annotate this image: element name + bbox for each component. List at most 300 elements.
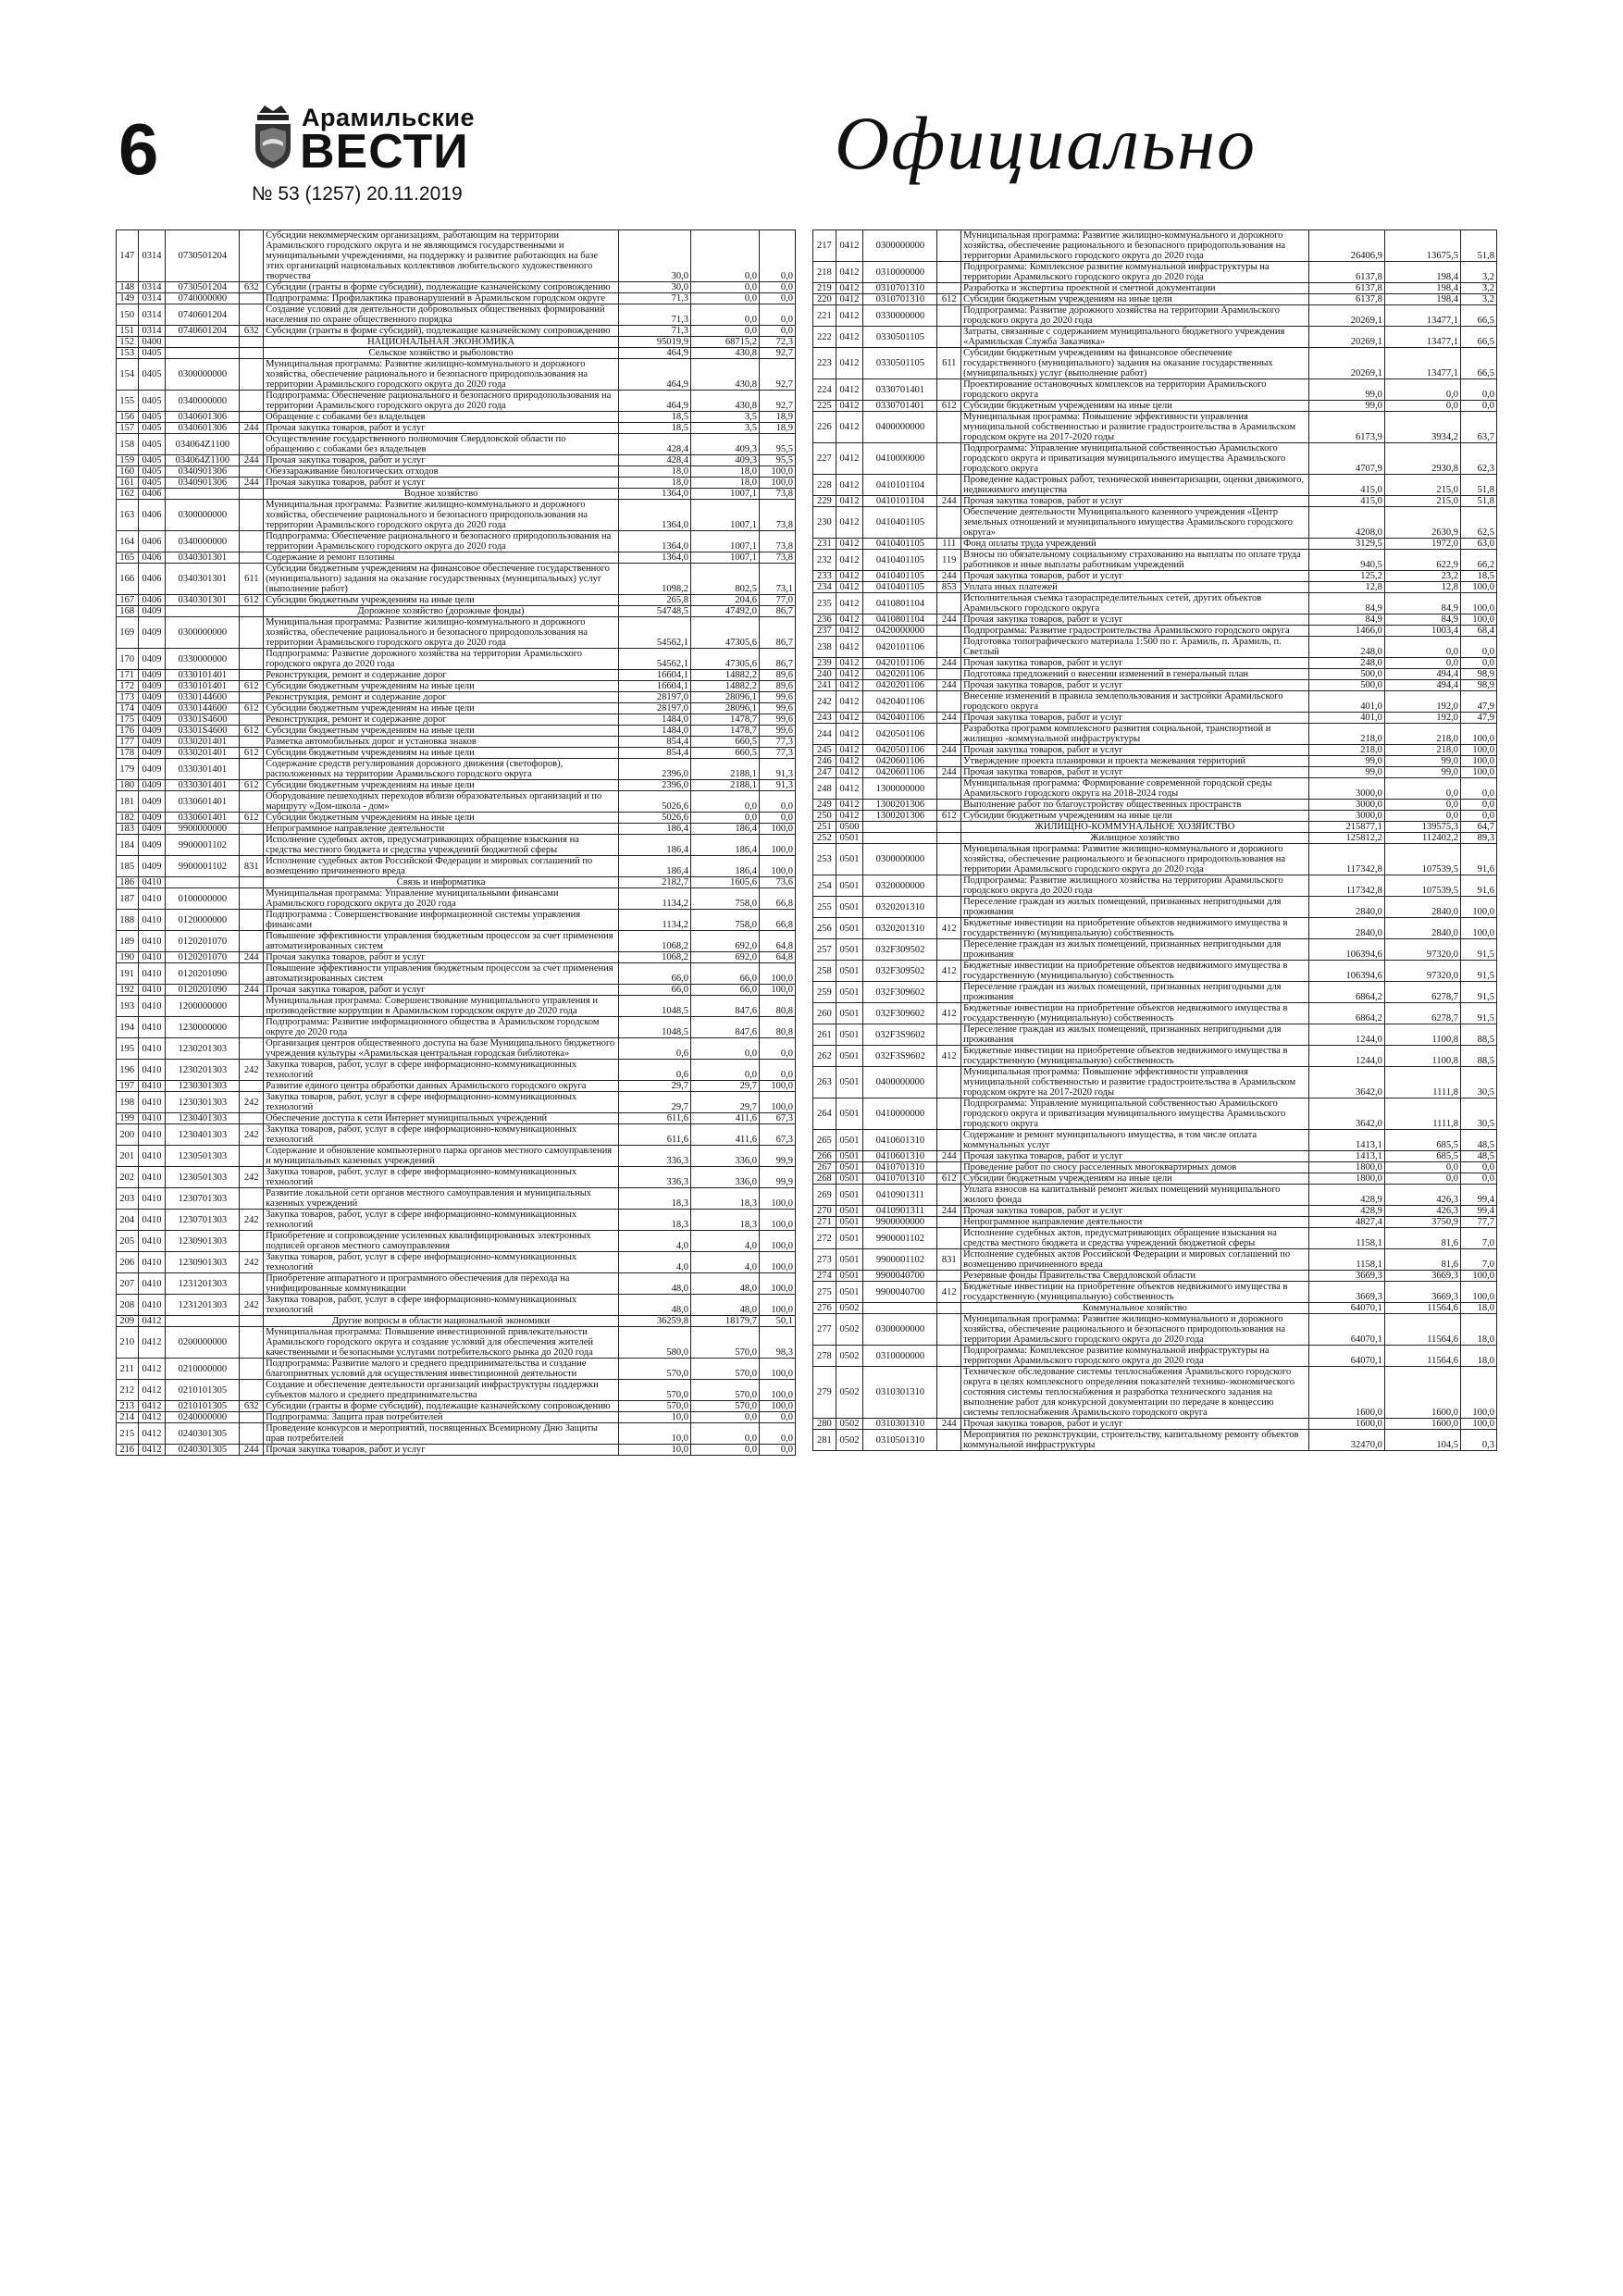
row-number: 238 — [813, 637, 836, 658]
section-code: 0409 — [138, 780, 166, 791]
row-number: 176 — [117, 726, 139, 737]
row-number: 264 — [813, 1098, 836, 1130]
execution-percent: 68,4 — [1460, 626, 1496, 637]
execution-percent: 99,6 — [759, 726, 795, 737]
planned-amount: 336,3 — [619, 1146, 691, 1167]
execution-percent: 99,9 — [759, 1167, 795, 1188]
target-article: 0210000000 — [166, 1359, 240, 1380]
table-row — [117, 1412, 796, 1423]
expense-type — [240, 606, 264, 617]
section-title: Официально — [834, 101, 1257, 185]
target-article: 0240301305 — [166, 1423, 240, 1445]
section-code: 0405 — [138, 455, 166, 466]
target-article: 0200000000 — [166, 1327, 240, 1359]
executed-amount: 84,9 — [1384, 614, 1460, 626]
execution-percent: 100,0 — [1460, 897, 1496, 918]
executed-amount: 11564,6 — [1384, 1346, 1460, 1367]
executed-amount: 18,0 — [691, 478, 760, 489]
execution-percent: 91,6 — [1460, 875, 1496, 897]
item-name: Резервные фонды Правительства Свердловской области — [961, 1271, 1309, 1282]
section-code: 0400 — [138, 337, 166, 348]
section-code: 0406 — [138, 552, 166, 564]
execution-percent: 89,6 — [759, 670, 795, 681]
expense-type — [937, 305, 961, 327]
section-code: 0406 — [138, 531, 166, 552]
section-code: 0412 — [836, 669, 863, 680]
planned-amount: 99,0 — [1308, 767, 1384, 778]
planned-amount: 1413,1 — [1308, 1151, 1384, 1162]
row-number: 193 — [117, 996, 139, 1017]
planned-amount: 30,0 — [619, 230, 691, 282]
planned-amount: 1413,1 — [1308, 1130, 1384, 1151]
execution-percent: 47,9 — [1460, 713, 1496, 724]
executed-amount: 112402,2 — [1384, 833, 1460, 844]
expense-type — [937, 637, 961, 658]
expense-type — [937, 1024, 961, 1046]
row-number: 255 — [813, 897, 836, 918]
table-row — [813, 230, 1497, 262]
table-row — [813, 550, 1497, 571]
target-article: 0330301401 — [166, 759, 240, 780]
section-code: 0501 — [836, 1046, 863, 1067]
execution-percent: 73,8 — [759, 489, 795, 500]
target-article: 032F3S9602 — [863, 1024, 937, 1046]
planned-amount: 20269,1 — [1308, 305, 1384, 327]
item-name: Прочая закупка товаров, работ и услуг — [961, 658, 1309, 669]
table-row — [117, 1252, 796, 1273]
row-number: 212 — [117, 1380, 139, 1401]
execution-percent: 100,0 — [1460, 582, 1496, 593]
item-name: Переселение граждан из жилых помещений, признанных непригодными для проживания — [961, 939, 1309, 961]
target-article — [166, 337, 240, 348]
executed-amount: 29,7 — [691, 1092, 760, 1113]
table-row — [813, 875, 1497, 897]
expense-type — [240, 552, 264, 564]
table-row — [117, 1295, 796, 1316]
executed-amount: 3934,2 — [1384, 412, 1460, 443]
planned-amount: 3669,3 — [1308, 1282, 1384, 1303]
item-name: Мероприятия по реконструкции, строительству, капитальному ремонту объектов коммунальной инфраструктуры — [961, 1430, 1309, 1451]
planned-amount: 1098,2 — [619, 564, 691, 595]
row-number: 271 — [813, 1217, 836, 1228]
item-name: Муниципальная программа: Развитие жилищно-коммунального и дорожного хозяйства, обеспечение рационального и безопасного природопользования на территории Арамильского городского округа до 2020 года — [264, 617, 619, 649]
executed-amount: 18179,7 — [691, 1316, 760, 1327]
planned-amount: 10,0 — [619, 1412, 691, 1423]
table-row — [117, 649, 796, 670]
planned-amount: 854,4 — [619, 748, 691, 759]
execution-percent: 0,0 — [1460, 379, 1496, 401]
target-article: 0330201401 — [166, 737, 240, 748]
planned-amount: 1068,2 — [619, 952, 691, 963]
planned-amount: 125812,2 — [1308, 833, 1384, 844]
item-name: Реконструкция, ремонт и содержание дорог — [264, 670, 619, 681]
expense-type: 412 — [937, 961, 961, 982]
executed-amount: 218,0 — [1384, 724, 1460, 745]
section-code: 0410 — [138, 1038, 166, 1060]
table-row — [117, 1092, 796, 1113]
planned-amount: 1364,0 — [619, 531, 691, 552]
execution-percent: 0,0 — [1460, 811, 1496, 822]
expense-type — [240, 466, 264, 478]
table-row — [117, 1380, 796, 1401]
expense-type: 612 — [240, 703, 264, 714]
item-name: Субсидии бюджетным учреждениям на иные цели — [264, 595, 619, 606]
execution-percent: 100,0 — [759, 478, 795, 489]
row-number: 172 — [117, 681, 139, 692]
target-article: 0340301301 — [166, 552, 240, 564]
section-code: 0501 — [836, 1282, 863, 1303]
planned-amount: 48,0 — [619, 1273, 691, 1295]
expense-type — [240, 1380, 264, 1401]
item-name: Бюджетные инвестиции на приобретение объектов недвижимого имущества в государственную (муниципальную) собственность — [961, 1282, 1309, 1303]
section-code: 0501 — [836, 875, 863, 897]
target-article — [166, 1316, 240, 1327]
execution-percent: 86,7 — [759, 606, 795, 617]
row-number: 200 — [117, 1124, 139, 1146]
expense-type — [240, 759, 264, 780]
executed-amount: 3669,3 — [1384, 1282, 1460, 1303]
item-name: Создание условий для деятельности добровольных общественных формирований населения по охране общественного порядка — [264, 304, 619, 326]
table-row — [117, 737, 796, 748]
target-article: 0330701401 — [863, 379, 937, 401]
item-name: Развитие единого центра обработки данных Арамильского городского округа — [264, 1081, 619, 1092]
target-article: 0420501106 — [863, 745, 937, 756]
item-name: Закупка товаров, работ, услуг в сфере информационно-коммуникационных технологий — [264, 1210, 619, 1231]
row-number: 261 — [813, 1024, 836, 1046]
newspaper-logo — [252, 104, 483, 178]
row-number: 168 — [117, 606, 139, 617]
section-code: 0410 — [138, 1167, 166, 1188]
section-code: 0412 — [836, 539, 863, 550]
expense-type — [240, 1316, 264, 1327]
planned-amount: 20269,1 — [1308, 327, 1384, 348]
item-name: Субсидии бюджетным учреждениям на иные цели — [264, 748, 619, 759]
execution-percent: 0,0 — [1460, 401, 1496, 412]
execution-percent: 99,6 — [759, 692, 795, 703]
executed-amount: 847,6 — [691, 996, 760, 1017]
target-article: 0330000000 — [863, 305, 937, 327]
table-row — [813, 1098, 1497, 1130]
target-article: 1230301303 — [166, 1081, 240, 1092]
item-name: Содержание и ремонт муниципального имущества, в том числе оплата коммунальных услуг — [961, 1130, 1309, 1151]
table-row — [813, 756, 1497, 767]
executed-amount: 186,4 — [691, 824, 760, 835]
row-number: 273 — [813, 1249, 836, 1271]
table-row — [813, 637, 1497, 658]
table-row — [117, 489, 796, 500]
expense-type — [937, 939, 961, 961]
executed-amount: 685,5 — [1384, 1130, 1460, 1151]
executed-amount: 1100,8 — [1384, 1024, 1460, 1046]
expense-type — [937, 724, 961, 745]
row-number: 217 — [813, 230, 836, 262]
section-code: 0501 — [836, 961, 863, 982]
target-article: 1230401303 — [166, 1113, 240, 1124]
table-row — [813, 1003, 1497, 1024]
execution-percent: 98,9 — [1460, 669, 1496, 680]
expense-type — [240, 1273, 264, 1295]
item-name: Создание и обеспечение деятельности организаций инфраструктуры поддержки субъектов малого и среднего предпринимательства — [264, 1380, 619, 1401]
table-row — [117, 952, 796, 963]
expense-type — [240, 791, 264, 813]
planned-amount: 265,8 — [619, 595, 691, 606]
planned-amount: 29,7 — [619, 1092, 691, 1113]
section-code: 0501 — [836, 1151, 863, 1162]
item-name: Проведение кадастровых работ, технической инвентаризации, оценки движимого, недвижимого имущества — [961, 475, 1309, 496]
planned-amount: 1048,5 — [619, 996, 691, 1017]
item-name: Исполнение судебных актов Российской Федерации и мировых соглашений по возмещению причиненного вреда — [264, 856, 619, 877]
target-article: 9900040700 — [863, 1271, 937, 1282]
target-article: 0400000000 — [863, 1067, 937, 1098]
table-row — [117, 856, 796, 877]
section-code: 0501 — [836, 918, 863, 939]
table-row — [813, 327, 1497, 348]
planned-amount: 28197,0 — [619, 692, 691, 703]
execution-percent: 18,9 — [759, 423, 795, 434]
expense-type — [937, 897, 961, 918]
planned-amount: 248,0 — [1308, 658, 1384, 669]
target-article — [166, 489, 240, 500]
executed-amount: 0,0 — [1384, 778, 1460, 800]
planned-amount: 117342,8 — [1308, 875, 1384, 897]
row-number: 276 — [813, 1303, 836, 1314]
item-name: Дорожное хозяйство (дорожные фонды) — [264, 606, 619, 617]
target-article — [166, 606, 240, 617]
execution-percent: 0,0 — [1460, 637, 1496, 658]
expense-type — [240, 910, 264, 931]
table-row — [117, 824, 796, 835]
executed-amount: 13477,1 — [1384, 305, 1460, 327]
planned-amount: 28197,0 — [619, 703, 691, 714]
row-number: 166 — [117, 564, 139, 595]
section-code: 0410 — [138, 931, 166, 952]
item-name: Субсидии бюджетным учреждениям на иные цели — [264, 780, 619, 791]
item-name: Муниципальная программа: Повышение эффективности управления муниципальной собственностью и развитие градостроительства в Арамильском городском округе на 2017-2020 годы — [961, 1067, 1309, 1098]
target-article: 1230701303 — [166, 1188, 240, 1210]
expense-type: 831 — [937, 1249, 961, 1271]
executed-amount: 494,4 — [1384, 680, 1460, 691]
execution-percent: 100,0 — [759, 1295, 795, 1316]
planned-amount: 580,0 — [619, 1327, 691, 1359]
row-number: 250 — [813, 811, 836, 822]
row-number: 278 — [813, 1346, 836, 1367]
planned-amount: 18,0 — [619, 478, 691, 489]
executed-amount: 411,6 — [691, 1113, 760, 1124]
row-number: 170 — [117, 649, 139, 670]
item-name: Переселение граждан из жилых помещений, признанных непригодными для проживания — [961, 897, 1309, 918]
item-name: Исполнительная съемка газораспределительных сетей, других объектов Арамильского городского округа — [961, 593, 1309, 614]
target-article: 1230401303 — [166, 1124, 240, 1146]
target-article: 9900001102 — [863, 1228, 937, 1249]
expense-type — [937, 1367, 961, 1419]
executed-amount: 186,4 — [691, 835, 760, 856]
expense-type — [240, 1113, 264, 1124]
row-number: 199 — [117, 1113, 139, 1124]
expense-type — [240, 649, 264, 670]
planned-amount: 12,8 — [1308, 582, 1384, 593]
planned-amount: 6137,8 — [1308, 283, 1384, 294]
executed-amount: 0,0 — [691, 282, 760, 293]
executed-amount: 1007,1 — [691, 500, 760, 531]
execution-percent: 0,0 — [759, 1445, 795, 1456]
expense-type — [240, 963, 264, 985]
execution-percent: 92,7 — [759, 359, 795, 391]
section-code: 0412 — [836, 327, 863, 348]
execution-percent: 3,2 — [1460, 262, 1496, 283]
expense-type: 244 — [937, 767, 961, 778]
planned-amount: 464,9 — [619, 348, 691, 359]
execution-percent: 64,7 — [1460, 822, 1496, 833]
execution-percent: 63,7 — [1460, 412, 1496, 443]
section-code: 0501 — [836, 1185, 863, 1206]
target-article: 0730501204 — [166, 230, 240, 282]
target-article: 9900000000 — [863, 1217, 937, 1228]
row-number: 216 — [117, 1445, 139, 1456]
expense-type — [240, 348, 264, 359]
target-article: 0420101106 — [863, 637, 937, 658]
item-name: Переселение граждан из жилых помещений, признанных непригодными для проживания — [961, 982, 1309, 1003]
row-number: 247 — [813, 767, 836, 778]
row-number: 272 — [813, 1228, 836, 1249]
table-row — [117, 293, 796, 304]
table-row — [813, 283, 1497, 294]
item-name: Закупка товаров, работ, услуг в сфере информационно-коммуникационных технологий — [264, 1167, 619, 1188]
target-article: 1300201306 — [863, 811, 937, 822]
row-number: 178 — [117, 748, 139, 759]
executed-amount: 758,0 — [691, 888, 760, 910]
planned-amount: 500,0 — [1308, 680, 1384, 691]
planned-amount: 4827,4 — [1308, 1217, 1384, 1228]
executed-amount: 1478,7 — [691, 714, 760, 726]
target-article: 0740601204 — [166, 304, 240, 326]
executed-amount: 0,0 — [1384, 811, 1460, 822]
executed-amount: 14882,2 — [691, 670, 760, 681]
row-number: 205 — [117, 1231, 139, 1252]
section-code: 0412 — [836, 379, 863, 401]
row-number: 167 — [117, 595, 139, 606]
section-code: 0409 — [138, 649, 166, 670]
section-code: 0412 — [836, 756, 863, 767]
planned-amount: 1364,0 — [619, 500, 691, 531]
section-code: 0410 — [138, 1017, 166, 1038]
table-row — [813, 658, 1497, 669]
row-number: 262 — [813, 1046, 836, 1067]
row-number: 230 — [813, 507, 836, 539]
expense-type — [240, 1423, 264, 1445]
target-article: 0120201070 — [166, 952, 240, 963]
table-row — [813, 1314, 1497, 1346]
execution-percent: 0,0 — [759, 1412, 795, 1423]
executed-amount: 3,5 — [691, 412, 760, 423]
executed-amount: 28096,1 — [691, 703, 760, 714]
table-row — [813, 1151, 1497, 1162]
target-article: 0340000000 — [166, 531, 240, 552]
executed-amount: 409,3 — [691, 434, 760, 455]
executed-amount: 494,4 — [1384, 669, 1460, 680]
section-code: 0412 — [836, 496, 863, 507]
section-code: 0405 — [138, 359, 166, 391]
execution-percent: 0,0 — [1460, 1173, 1496, 1185]
section-code: 0501 — [836, 1162, 863, 1173]
target-article: 0410401105 — [863, 507, 937, 539]
row-number: 187 — [117, 888, 139, 910]
expense-type — [937, 1162, 961, 1173]
section-code: 0406 — [138, 489, 166, 500]
executed-amount: 570,0 — [691, 1401, 760, 1412]
planned-amount: 940,5 — [1308, 550, 1384, 571]
table-row — [117, 791, 796, 813]
row-number: 182 — [117, 813, 139, 824]
executed-amount: 97320,0 — [1384, 961, 1460, 982]
execution-percent: 92,7 — [759, 391, 795, 412]
row-number: 185 — [117, 856, 139, 877]
section-code: 0412 — [836, 767, 863, 778]
planned-amount: 66,0 — [619, 985, 691, 996]
target-article: 0410000000 — [863, 1098, 937, 1130]
expense-type — [240, 1188, 264, 1210]
table-row — [813, 262, 1497, 283]
item-name: Исполнение судебных актов, предусматривающих обращение взыскания на средства местного бюджета и средства учреждений бюджетной сферы — [264, 835, 619, 856]
planned-amount: 29,7 — [619, 1081, 691, 1092]
execution-percent: 73,8 — [759, 531, 795, 552]
execution-percent: 51,8 — [1460, 230, 1496, 262]
table-row — [117, 552, 796, 564]
item-name: Подпрограмма: Развитие дорожного хозяйства на территории Арамильского городского округа до 2020 года — [264, 649, 619, 670]
section-code: 0502 — [836, 1419, 863, 1430]
execution-percent: 100,0 — [1460, 724, 1496, 745]
expense-type — [937, 1228, 961, 1249]
row-number: 224 — [813, 379, 836, 401]
section-code: 0409 — [138, 791, 166, 813]
executed-amount: 758,0 — [691, 910, 760, 931]
planned-amount: 1364,0 — [619, 489, 691, 500]
expense-type: 244 — [240, 1445, 264, 1456]
expense-type: 242 — [240, 1210, 264, 1231]
table-row — [813, 811, 1497, 822]
section-code: 0410 — [138, 1124, 166, 1146]
row-number: 211 — [117, 1359, 139, 1380]
planned-amount: 16604,1 — [619, 681, 691, 692]
expense-type: 612 — [240, 748, 264, 759]
section-code: 0501 — [836, 1228, 863, 1249]
target-article: 9900001102 — [166, 856, 240, 877]
expense-type — [937, 1430, 961, 1451]
item-name: Подпрограмма: Управление муниципальной собственностью Арамильского городского округа и приватизация муниципального имущества Арамильского городского округа — [961, 443, 1309, 475]
executed-amount: 13477,1 — [1384, 327, 1460, 348]
target-article: 0330501105 — [863, 348, 937, 379]
target-article: 0730501204 — [166, 282, 240, 293]
executed-amount: 0,0 — [691, 1060, 760, 1081]
expense-type — [240, 1081, 264, 1092]
execution-percent: 100,0 — [1460, 918, 1496, 939]
item-name: Проектирование остановочных комплексов на территории Арамильского городского округа — [961, 379, 1309, 401]
row-number: 189 — [117, 931, 139, 952]
target-article: 0330144600 — [166, 692, 240, 703]
target-article: 0330144600 — [166, 703, 240, 714]
executed-amount: 28096,1 — [691, 692, 760, 703]
item-name: Закупка товаров, работ, услуг в сфере информационно-коммуникационных технологий — [264, 1060, 619, 1081]
planned-amount: 18,0 — [619, 466, 691, 478]
execution-percent: 100,0 — [1460, 614, 1496, 626]
target-article — [863, 1303, 937, 1314]
item-name: Приобретение и сопровождение усиленных квалифицированных электронных подписей органов местного самоуправления — [264, 1231, 619, 1252]
target-article: 0740000000 — [166, 293, 240, 304]
expense-type — [937, 593, 961, 614]
section-code: 0412 — [138, 1401, 166, 1412]
section-code: 0410 — [138, 963, 166, 985]
table-row — [813, 1206, 1497, 1217]
executed-amount: 99,0 — [1384, 767, 1460, 778]
